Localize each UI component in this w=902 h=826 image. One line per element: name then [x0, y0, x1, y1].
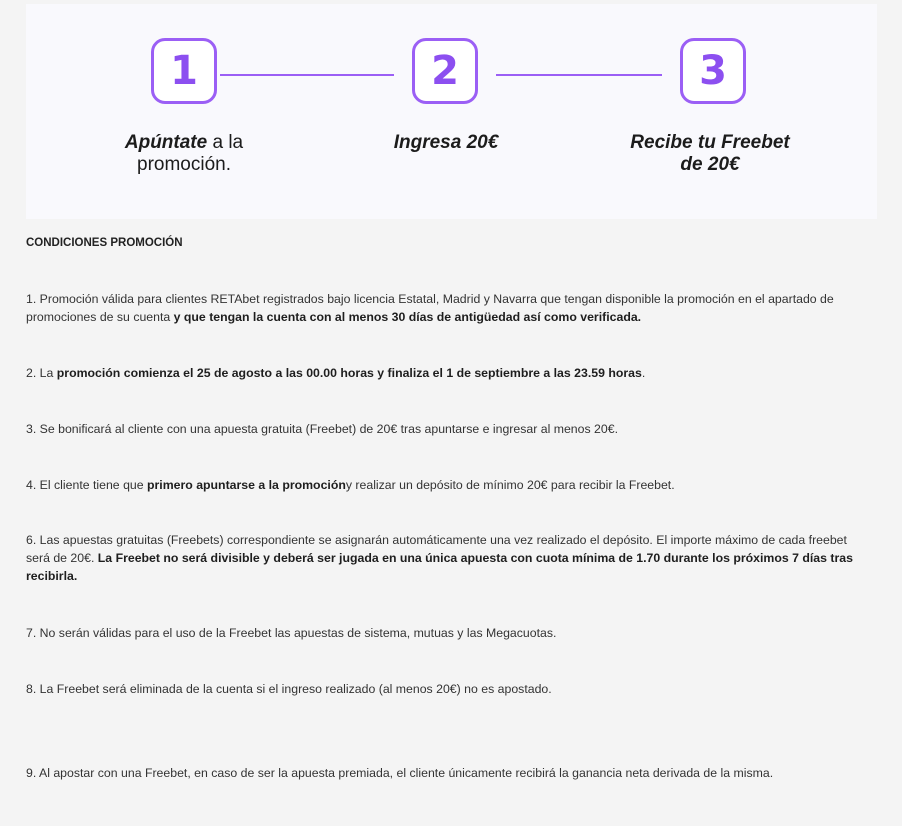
condition-item: 1. Promoción válida para clientes RETAbet registrados bajo licencia Estatal, Madrid y Navarra que tengan disponible la promoción en el apartado de promociones de su cuenta y que tengan la cuenta con al menos 30 días de antigüedad así como verificada.: [26, 292, 834, 324]
step-1-number: 1: [151, 38, 217, 104]
steps-banner: [26, 4, 877, 219]
step-1-label-bold: Apúntate: [124, 132, 208, 153]
step-1-label-line2: promoción.: [137, 154, 231, 175]
condition-item: 7. No serán válidas para el uso de la Freebet las apuestas de sistema, mutuas y las Megacuotas.: [26, 626, 557, 640]
condition-item: 6. Las apuestas gratuitas (Freebets) correspondiente se asignarán automáticamente una vez realizado el depósito. El importe máximo de cada freebet será de 20€. La Freebet no será divisible y deberá ser jugada en una única apuesta con cuota mínima de 1.70 durante los próximos 7 días tras recibirla.: [26, 533, 853, 583]
step-3-label: [600, 132, 820, 176]
step-3-label-bold: Recibe tu Freebet: [630, 132, 790, 153]
step-connector: [496, 74, 662, 76]
step-2-label-bold: Ingresa 20€: [393, 132, 499, 153]
step-2-label: [346, 132, 546, 154]
promo-panel: [2, 0, 900, 826]
step-1-label-rest: a la: [207, 132, 244, 153]
step-2-number: 2: [412, 38, 478, 104]
step-connector: [220, 74, 394, 76]
condition-item: 8. La Freebet será eliminada de la cuenta si el ingreso realizado (al menos 20€) no es apostado.: [26, 682, 552, 696]
condition-item: 2. La promoción comienza el 25 de agosto a las 00.00 horas y finaliza el 1 de septiembre a las 23.59 horas.: [26, 366, 646, 380]
condition-item: 3. Se bonificará al cliente con una apuesta gratuita (Freebet) de 20€ tras apuntarse e ingresar al menos 20€.: [26, 422, 618, 436]
condition-item: 9. Al apostar con una Freebet, en caso de ser la apuesta premiada, el cliente únicamente recibirá la ganancia neta derivada de la misma.: [26, 766, 774, 780]
step-3-label-line2: de 20€: [680, 154, 740, 175]
condition-item: 4. El cliente tiene que primero apuntarse a la promocióny realizar un depósito de mínimo 20€ para recibir la Freebet.: [26, 478, 675, 492]
step-1-label: [84, 132, 284, 176]
conditions-title: CONDICIONES PROMOCIÓN: [26, 237, 183, 249]
step-3-number: 3: [680, 38, 746, 104]
